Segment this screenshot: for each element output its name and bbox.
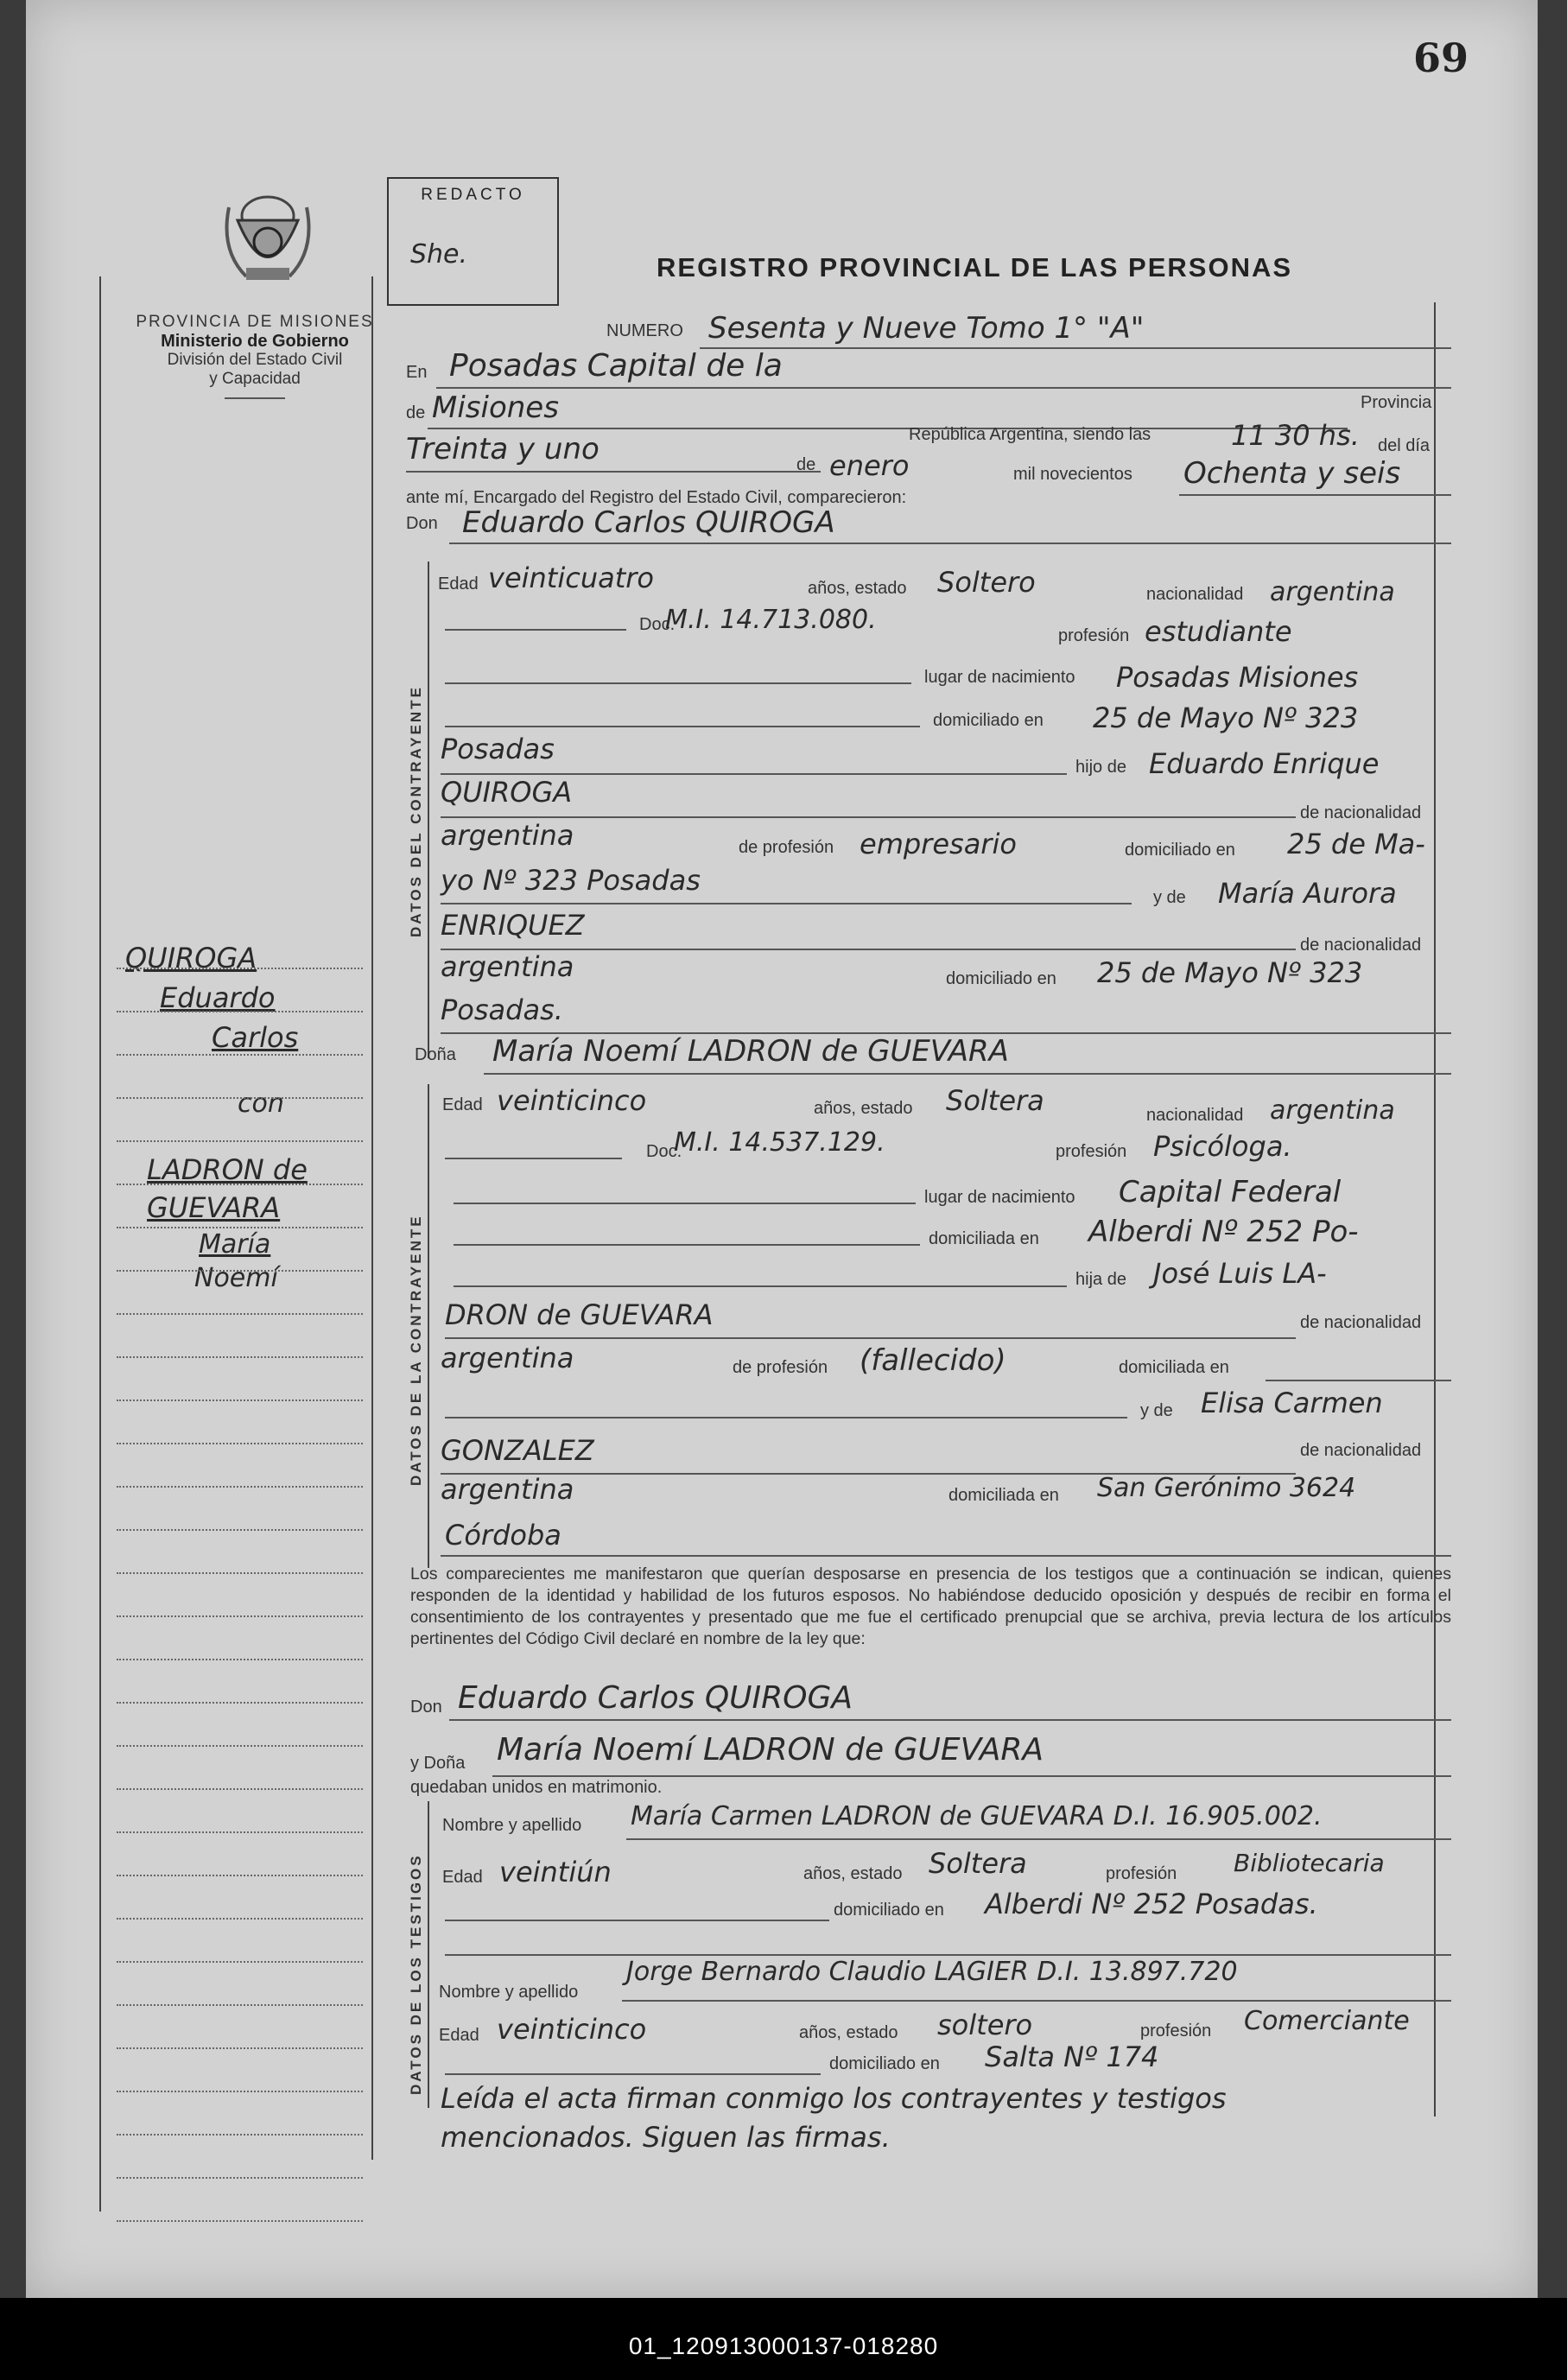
c-padre-dom-label: domiciliado en: [1125, 841, 1235, 860]
c-padre2: QUIROGA: [441, 776, 573, 809]
c2-madre: Elisa Carmen: [1201, 1387, 1383, 1419]
republica-label: República Argentina, siendo las: [909, 425, 1151, 444]
c-padre-dom: 25 de Ma-: [1287, 828, 1425, 860]
c2-hija-label: hija de: [1075, 1270, 1126, 1289]
redacto-box: [387, 177, 559, 306]
hora-value: 11 30 hs.: [1231, 419, 1360, 452]
t1-nombre-label: Nombre y apellido: [442, 1816, 582, 1835]
document-page: [26, 0, 1538, 2298]
c-edad-label: Edad: [438, 574, 479, 593]
margin-rule-line: [117, 1140, 363, 1142]
margin-rule-line: [117, 1875, 363, 1876]
margin-rule-line: [117, 1659, 363, 1660]
margin-rule-line: [117, 1097, 363, 1099]
t1-dom-label: domiciliado en: [834, 1901, 944, 1920]
closing-line-1: Leída el acta firman conmigo los contrayentes y testigos: [441, 2082, 1227, 2115]
margin-rule-line: [117, 1011, 363, 1012]
t2-anios-label: años, estado: [799, 2023, 898, 2042]
c-domicilio2: Posadas: [441, 733, 555, 765]
t2-nombre: Jorge Bernardo Claudio LAGIER D.I. 13.897.720: [626, 1957, 1238, 1987]
margin-name-4: con: [238, 1088, 284, 1119]
c2-doc-label: Doc.: [646, 1142, 682, 1161]
margin-rule-line: [117, 1572, 363, 1574]
agency-block: [112, 313, 397, 399]
margin-rule-line: [117, 2091, 363, 2092]
en-value: Posadas Capital de la: [449, 348, 783, 384]
quedaban-text: quedaban unidos en matrimonio.: [410, 1778, 663, 1797]
c-madre-dom2: Posadas.: [441, 993, 563, 1026]
c-madre-dom: 25 de Mayo Nº 323: [1097, 956, 1363, 989]
margin-rule-line: [117, 1918, 363, 1920]
c-madre-dom-label: domiciliado en: [946, 969, 1056, 988]
redacto-value: She.: [410, 239, 468, 270]
de2-label: de: [796, 455, 816, 474]
c-hijo-label: hijo de: [1075, 758, 1126, 777]
margin-names: [108, 942, 367, 1293]
c2-madre-dom-label: domiciliada en: [948, 1486, 1059, 1505]
margin-rule-line: [117, 1745, 363, 1747]
t2-prof: Comerciante: [1244, 2006, 1410, 2036]
c2-padre-prof: (fallecido): [860, 1343, 1006, 1378]
coat-of-arms-icon: [212, 181, 324, 294]
margin-name-1: QUIROGA: [125, 942, 257, 974]
c-lugar-label: lugar de nacimiento: [924, 668, 1075, 687]
c2-edad-label: Edad: [442, 1095, 483, 1114]
c2-de-nac-label: de nacionalidad: [1300, 1313, 1422, 1332]
don-value: Eduardo Carlos QUIROGA: [462, 505, 835, 540]
c-nac-label: nacionalidad: [1146, 585, 1244, 604]
c-padre-prof: empresario: [860, 828, 1017, 860]
c2-padre2: DRON de GUEVARA: [445, 1298, 714, 1331]
c-padre-dom2: yo Nº 323 Posadas: [441, 864, 701, 897]
margin-rule-line: [117, 1270, 363, 1272]
c-de-nac-label: de nacionalidad: [1300, 803, 1422, 822]
c2-madre2: GONZALEZ: [441, 1434, 594, 1467]
margin-rule-line: [117, 1184, 363, 1185]
margin-rule-line: [117, 1788, 363, 1790]
c2-nacionalidad: argentina: [1270, 1095, 1395, 1126]
c-madre: María Aurora: [1218, 877, 1397, 910]
union-don-label: Don: [410, 1698, 442, 1717]
mes-value: enero: [829, 449, 910, 482]
c2-madre-nac: argentina: [441, 1473, 574, 1506]
c-madre-nac: argentina: [441, 950, 574, 983]
margin-name-8: Noemí: [194, 1263, 278, 1293]
c2-padre: José Luis LA-: [1153, 1257, 1327, 1290]
margin-rule-line: [117, 1054, 363, 1056]
agency-line-2: Ministerio de Gobierno: [161, 332, 349, 351]
t1-nombre: María Carmen LADRON de GUEVARA D.I. 16.905.002.: [631, 1801, 1323, 1831]
c-anios-label: años, estado: [808, 579, 907, 598]
union-dona-label: y Doña: [410, 1754, 466, 1773]
union-dona: María Noemí LADRON de GUEVARA: [497, 1732, 1044, 1768]
c-profesion: estudiante: [1145, 615, 1292, 648]
margin-rule-line: [117, 1486, 363, 1488]
c2-profesion: Psicóloga.: [1153, 1130, 1292, 1163]
margin-rule-line: [117, 1702, 363, 1704]
t2-nombre-label: Nombre y apellido: [439, 1983, 579, 2002]
margin-name-7: María: [199, 1229, 271, 1260]
t1-dom: Alberdi Nº 252 Posadas.: [985, 1888, 1318, 1920]
c2-padre-nac: argentina: [441, 1342, 574, 1374]
t1-edad: veintiún: [499, 1856, 612, 1888]
c2-madre-dom2: Córdoba: [445, 1519, 561, 1552]
c2-domicilio: Alberdi Nº 252 Po-: [1088, 1215, 1359, 1249]
c-edad: veinticuatro: [488, 562, 654, 594]
scan-file-id: 01_120913000137-018280: [628, 2332, 939, 2359]
c2-madre-nac-label: de nacionalidad: [1300, 1441, 1422, 1460]
margin-rule-line: [117, 1443, 363, 1444]
c2-padre-dom-label: domiciliada en: [1119, 1358, 1229, 1377]
t1-anios-label: años, estado: [803, 1864, 903, 1883]
c-prof-label: profesión: [1058, 626, 1130, 645]
margin-rule-line: [117, 1356, 363, 1358]
dia-value: Treinta y uno: [406, 432, 600, 466]
c-y-de-label: y de: [1153, 888, 1186, 907]
page-number: 69: [1412, 35, 1469, 81]
margin-rule-line: [117, 2047, 363, 2049]
agency-line-4: y Capacidad: [209, 370, 301, 388]
dona-value: María Noemí LADRON de GUEVARA: [492, 1034, 1009, 1069]
margin-rule-line: [117, 1227, 363, 1228]
margin-name-5: LADRON de: [147, 1153, 308, 1186]
margin-rule-line: [117, 1961, 363, 1963]
c-padre: Eduardo Enrique: [1149, 747, 1380, 780]
c-dom-label: domiciliado en: [933, 711, 1044, 730]
c-lugar: Posadas Misiones: [1116, 661, 1359, 694]
page-title: REGISTRO PROVINCIAL DE LAS PERSONAS: [657, 252, 1293, 282]
provincia-label: Provincia: [1361, 393, 1432, 412]
c-padre-nac: argentina: [441, 819, 574, 852]
t1-prof-label: profesión: [1106, 1864, 1177, 1883]
dona-label: Doña: [415, 1045, 456, 1064]
agency-line-3: División del Estado Civil: [167, 351, 343, 369]
margin-rule-line: [117, 968, 363, 969]
margin-rule-line: [117, 2220, 363, 2222]
testigos-section-label: DATOS DE LOS TESTIGOS: [408, 1853, 424, 2095]
margin-rule-line: [117, 1399, 363, 1401]
c-domicilio: 25 de Mayo Nº 323: [1093, 701, 1359, 734]
c2-lugar-label: lugar de nacimiento: [924, 1188, 1075, 1207]
t2-prof-label: profesión: [1140, 2021, 1212, 2040]
margin-rule-line: [117, 1529, 363, 1531]
t1-prof: Bibliotecaria: [1234, 1849, 1385, 1877]
union-don: Eduardo Carlos QUIROGA: [458, 1680, 853, 1716]
numero-label: NUMERO: [606, 321, 683, 340]
agency-line-1: PROVINCIA DE MISIONES: [136, 313, 374, 331]
c2-de-prof-label: de profesión: [733, 1358, 828, 1377]
t2-dom: Salta Nº 174: [985, 2040, 1159, 2073]
ante-label: ante mí, Encargado del Registro del Estado Civil, comparecieron:: [406, 488, 907, 507]
c2-estado: Soltera: [946, 1084, 1044, 1117]
t2-edad: veinticinco: [497, 2013, 647, 2046]
declaration-paragraph: Los comparecientes me manifestaron que querían desposarse en presencia de los testigos que a continuación se indican, quienes responden de la identidad y habilidad de los futuros esposos. No habiéndose deducido oposición y después de recibir en forma el consentimiento de los contrayentes y presentado que me fue el certificado prenupcial que se archiva, previa lectura de los artículos pertinentes del Código Civil declaré en nombre de la ley que:: [410, 1564, 1451, 1648]
c2-dom-label: domiciliada en: [929, 1229, 1039, 1248]
t1-edad-label: Edad: [442, 1868, 483, 1887]
redacto-label: REDACTO: [421, 186, 525, 204]
mil-label: mil novecientos: [1013, 465, 1132, 484]
en-label: En: [406, 363, 428, 382]
c2-y-de-label: y de: [1140, 1401, 1173, 1420]
margin-rule-line: [117, 1313, 363, 1315]
c2-doc: M.I. 14.537.129.: [674, 1127, 885, 1158]
c2-nac-label: nacionalidad: [1146, 1106, 1244, 1125]
anio-value: Ochenta y seis: [1183, 456, 1401, 491]
c-madre-nac-label: de nacionalidad: [1300, 936, 1422, 955]
margin-rule-line: [117, 2004, 363, 2006]
t2-estado: soltero: [937, 2009, 1033, 2041]
contrayente-section-label: DATOS DEL CONTRAYENTE: [408, 685, 424, 937]
t2-edad-label: Edad: [439, 2026, 479, 2045]
margin-rule-line: [117, 1615, 363, 1617]
margin-rule-line: [117, 2177, 363, 2179]
c-de-prof-label: de profesión: [739, 838, 834, 857]
c2-lugar: Capital Federal: [1119, 1175, 1342, 1209]
c-nacionalidad: argentina: [1270, 577, 1395, 607]
contrayente2-section-label: DATOS DE LA CONTRAYENTE: [408, 1214, 424, 1486]
margin-rule-line: [117, 1831, 363, 1833]
c2-madre-dom: San Gerónimo 3624: [1097, 1473, 1356, 1503]
margin-name-2: Eduardo: [160, 981, 276, 1014]
margin-rule-line: [117, 2134, 363, 2136]
c-estado: Soltero: [937, 566, 1036, 599]
margin-name-6: GUEVARA: [147, 1191, 281, 1224]
c2-edad: veinticinco: [497, 1084, 647, 1117]
t1-estado: Soltera: [929, 1847, 1027, 1880]
don-label: Don: [406, 514, 438, 533]
c2-anios-label: años, estado: [814, 1099, 913, 1118]
t2-dom-label: domiciliado en: [829, 2054, 940, 2073]
c-doc: M.I. 14.713.080.: [665, 605, 877, 635]
margin-name-3: Carlos: [212, 1021, 299, 1054]
de-label: de: [406, 403, 426, 422]
numero-value: Sesenta y Nueve Tomo 1° "A": [708, 311, 1145, 346]
del-dia-label: del día: [1378, 436, 1431, 455]
c2-prof-label: profesión: [1056, 1142, 1127, 1161]
c-doc-label: Doc.: [639, 615, 676, 634]
c-madre2: ENRIQUEZ: [441, 909, 585, 942]
de-value: Misiones: [432, 390, 559, 425]
closing-line-2: mencionados. Siguen las firmas.: [441, 2121, 891, 2154]
